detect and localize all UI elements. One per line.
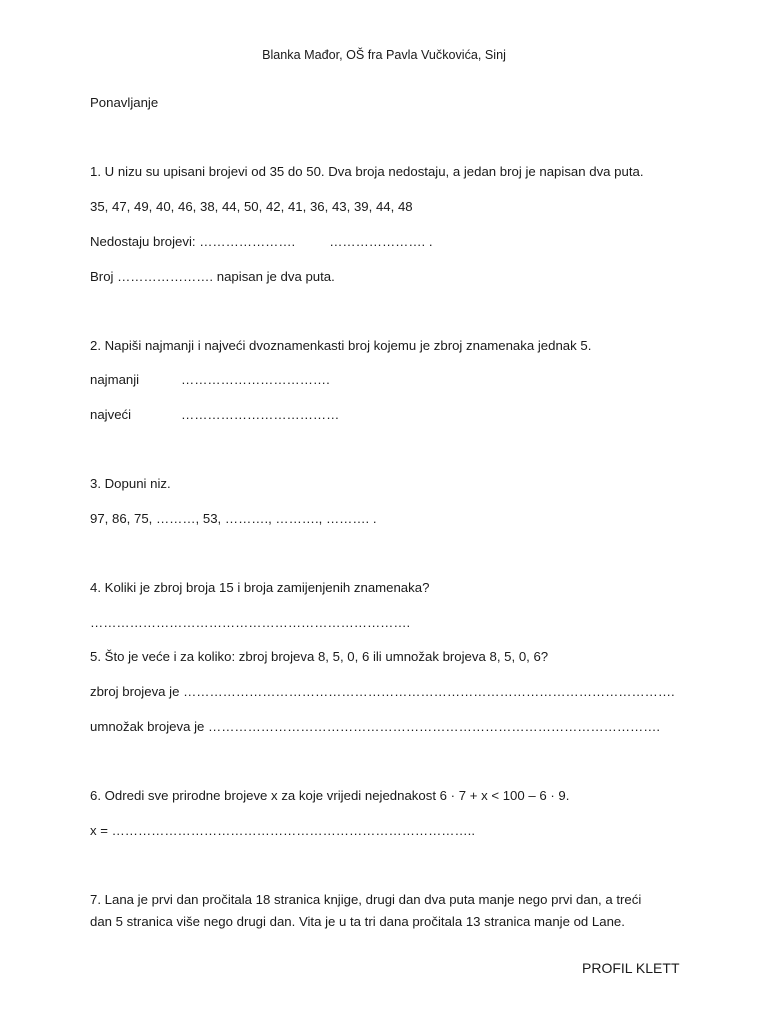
task5-sum-line: zbroj brojeva je …………………………………………………………………………………………………. [90,684,675,699]
task2-max-line [90,407,339,423]
task7-question-line2: dan 5 stranica više nego drugi dan. Vita je u ta tri dana pročitala 13 stranica manje od Lane. [90,914,625,929]
task3-question: 3. Dopuni niz. [90,476,171,491]
task2-min-blank: ……………………………. [181,372,330,387]
task2-min-line [90,372,330,388]
task1-missing-label: Nedostaju brojevi: …………………. [90,234,296,249]
task2-max-blank: ……………………………… [181,407,340,422]
task1-missing-line [90,234,433,250]
document-title: Ponavljanje [90,95,159,110]
task1-duplicate-line: Broj …………………. napisan je dva puta. [90,269,335,284]
task7-question-line1: 7. Lana je prvi dan pročitala 18 stranica knjige, drugi dan dva puta manje nego prvi dan, a treći [90,892,642,907]
task4-question: 4. Koliki je zbroj broja 15 i broja zamijenjenih znamenaka? [90,580,430,595]
task4-answer-blank: ………………………………………………………………. [90,615,411,630]
task2-question: 2. Napiši najmanji i najveći dvoznamenkasti broj kojemu je zbroj znamenaka jednak 5. [90,338,592,353]
task6-answer-line: x = ……………………………………………………………………….. [90,823,476,838]
task2-min-label: najmanji [90,372,140,387]
task1-sequence: 35, 47, 49, 40, 46, 38, 44, 50, 42, 41, 36, 43, 39, 44, 48 [90,199,413,214]
document-header: Blanka Mađor, OŠ fra Pavla Vučkovića, Sinj [262,48,506,62]
task1-question: 1. U nizu su upisani brojevi od 35 do 50. Dva broja nedostaju, a jedan broj je napisan dva puta. [90,164,644,179]
task6-question: 6. Odredi sve prirodne brojeve x za koje vrijedi nejednakost 6 · 7 + x < 100 – 6 · 9. [90,788,570,803]
task1-missing-blank2: …………………. . [329,234,433,249]
task2-max-label: najveći [90,407,132,422]
task3-sequence: 97, 86, 75, ………, 53, ………., ………., ………. . [90,511,377,526]
task5-product-line: umnožak brojeva je …………………………………………………………………………………………. [90,719,661,734]
task5-question: 5. Što je veće i za koliko: zbroj brojeva 8, 5, 0, 6 ili umnožak brojeva 8, 5, 0, 6? [90,649,549,664]
publisher-footer: PROFIL KLETT [582,960,680,976]
